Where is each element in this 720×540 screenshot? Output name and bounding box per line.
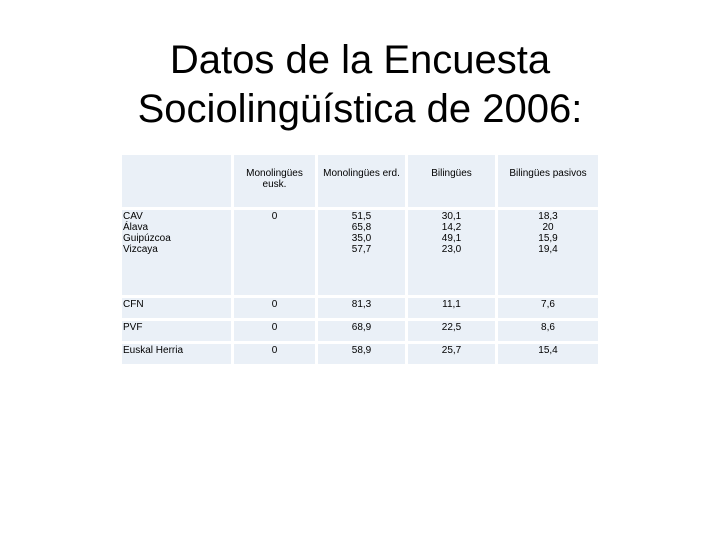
row-label: Álava bbox=[123, 222, 149, 233]
cell-value: 30,1 bbox=[441, 211, 462, 222]
cell-bilingues: 11,1 bbox=[408, 298, 498, 321]
cell-mono-eusk: 0 bbox=[234, 321, 318, 344]
cell-value: 20 bbox=[542, 222, 554, 233]
cell-mono-erd: 68,9 bbox=[318, 321, 408, 344]
cell-mono-erd bbox=[318, 210, 408, 298]
cell-value: 35,0 bbox=[351, 233, 372, 244]
row-label: Vizcaya bbox=[123, 244, 158, 255]
row-label: PVF bbox=[122, 321, 234, 344]
cell-value: 49,1 bbox=[441, 233, 462, 244]
cell-pasivos: 7,6 bbox=[498, 298, 598, 321]
table-row-cav-group bbox=[122, 210, 598, 298]
row-label: Guipúzcoa bbox=[123, 233, 171, 244]
cell-mono-erd: 58,9 bbox=[318, 344, 408, 367]
row-label: CFN bbox=[122, 298, 234, 321]
cell-bilingues: 22,5 bbox=[408, 321, 498, 344]
header-cell-empty bbox=[122, 155, 234, 210]
row-label: Euskal Herria bbox=[122, 344, 234, 367]
table-row-euskal-herria bbox=[122, 344, 598, 367]
cell-value: 19,4 bbox=[538, 244, 558, 255]
header-bilingues: Bilingües bbox=[408, 155, 498, 210]
cell-bilingues bbox=[408, 210, 498, 298]
cell-pasivos: 8,6 bbox=[498, 321, 598, 344]
cell-value: 23,0 bbox=[441, 244, 462, 255]
header-mono-eusk: Monolingües eusk. bbox=[234, 155, 318, 210]
cell-value: 14,2 bbox=[441, 222, 462, 233]
cell-value: 0 bbox=[271, 211, 278, 222]
cell-mono-eusk bbox=[234, 210, 318, 298]
row-label: CAV bbox=[123, 211, 143, 222]
table-row-pvf bbox=[122, 321, 598, 344]
slide-title bbox=[0, 36, 720, 134]
cell-pasivos bbox=[498, 210, 598, 298]
header-pasivos: Bilingües pasivos bbox=[498, 155, 598, 210]
cell-bilingues: 25,7 bbox=[408, 344, 498, 367]
table-header-row bbox=[122, 155, 598, 210]
title-line-1: Datos de la Encuesta bbox=[169, 38, 551, 82]
cell-mono-eusk: 0 bbox=[234, 344, 318, 367]
cell-pasivos: 15,4 bbox=[498, 344, 598, 367]
cell-value: 18,3 bbox=[538, 211, 558, 222]
cell-value: 15,9 bbox=[538, 233, 558, 244]
cell-value: 51,5 bbox=[351, 211, 372, 222]
row-labels-cav-group bbox=[122, 210, 234, 298]
header-mono-erd: Monolingües erd. bbox=[318, 155, 408, 210]
cell-mono-erd: 81,3 bbox=[318, 298, 408, 321]
table-row-cfn bbox=[122, 298, 598, 321]
cell-value: 65,8 bbox=[351, 222, 372, 233]
cell-mono-eusk: 0 bbox=[234, 298, 318, 321]
survey-table bbox=[122, 155, 598, 367]
title-line-2: Sociolingüística de 2006: bbox=[137, 87, 583, 131]
cell-value: 57,7 bbox=[351, 244, 372, 255]
